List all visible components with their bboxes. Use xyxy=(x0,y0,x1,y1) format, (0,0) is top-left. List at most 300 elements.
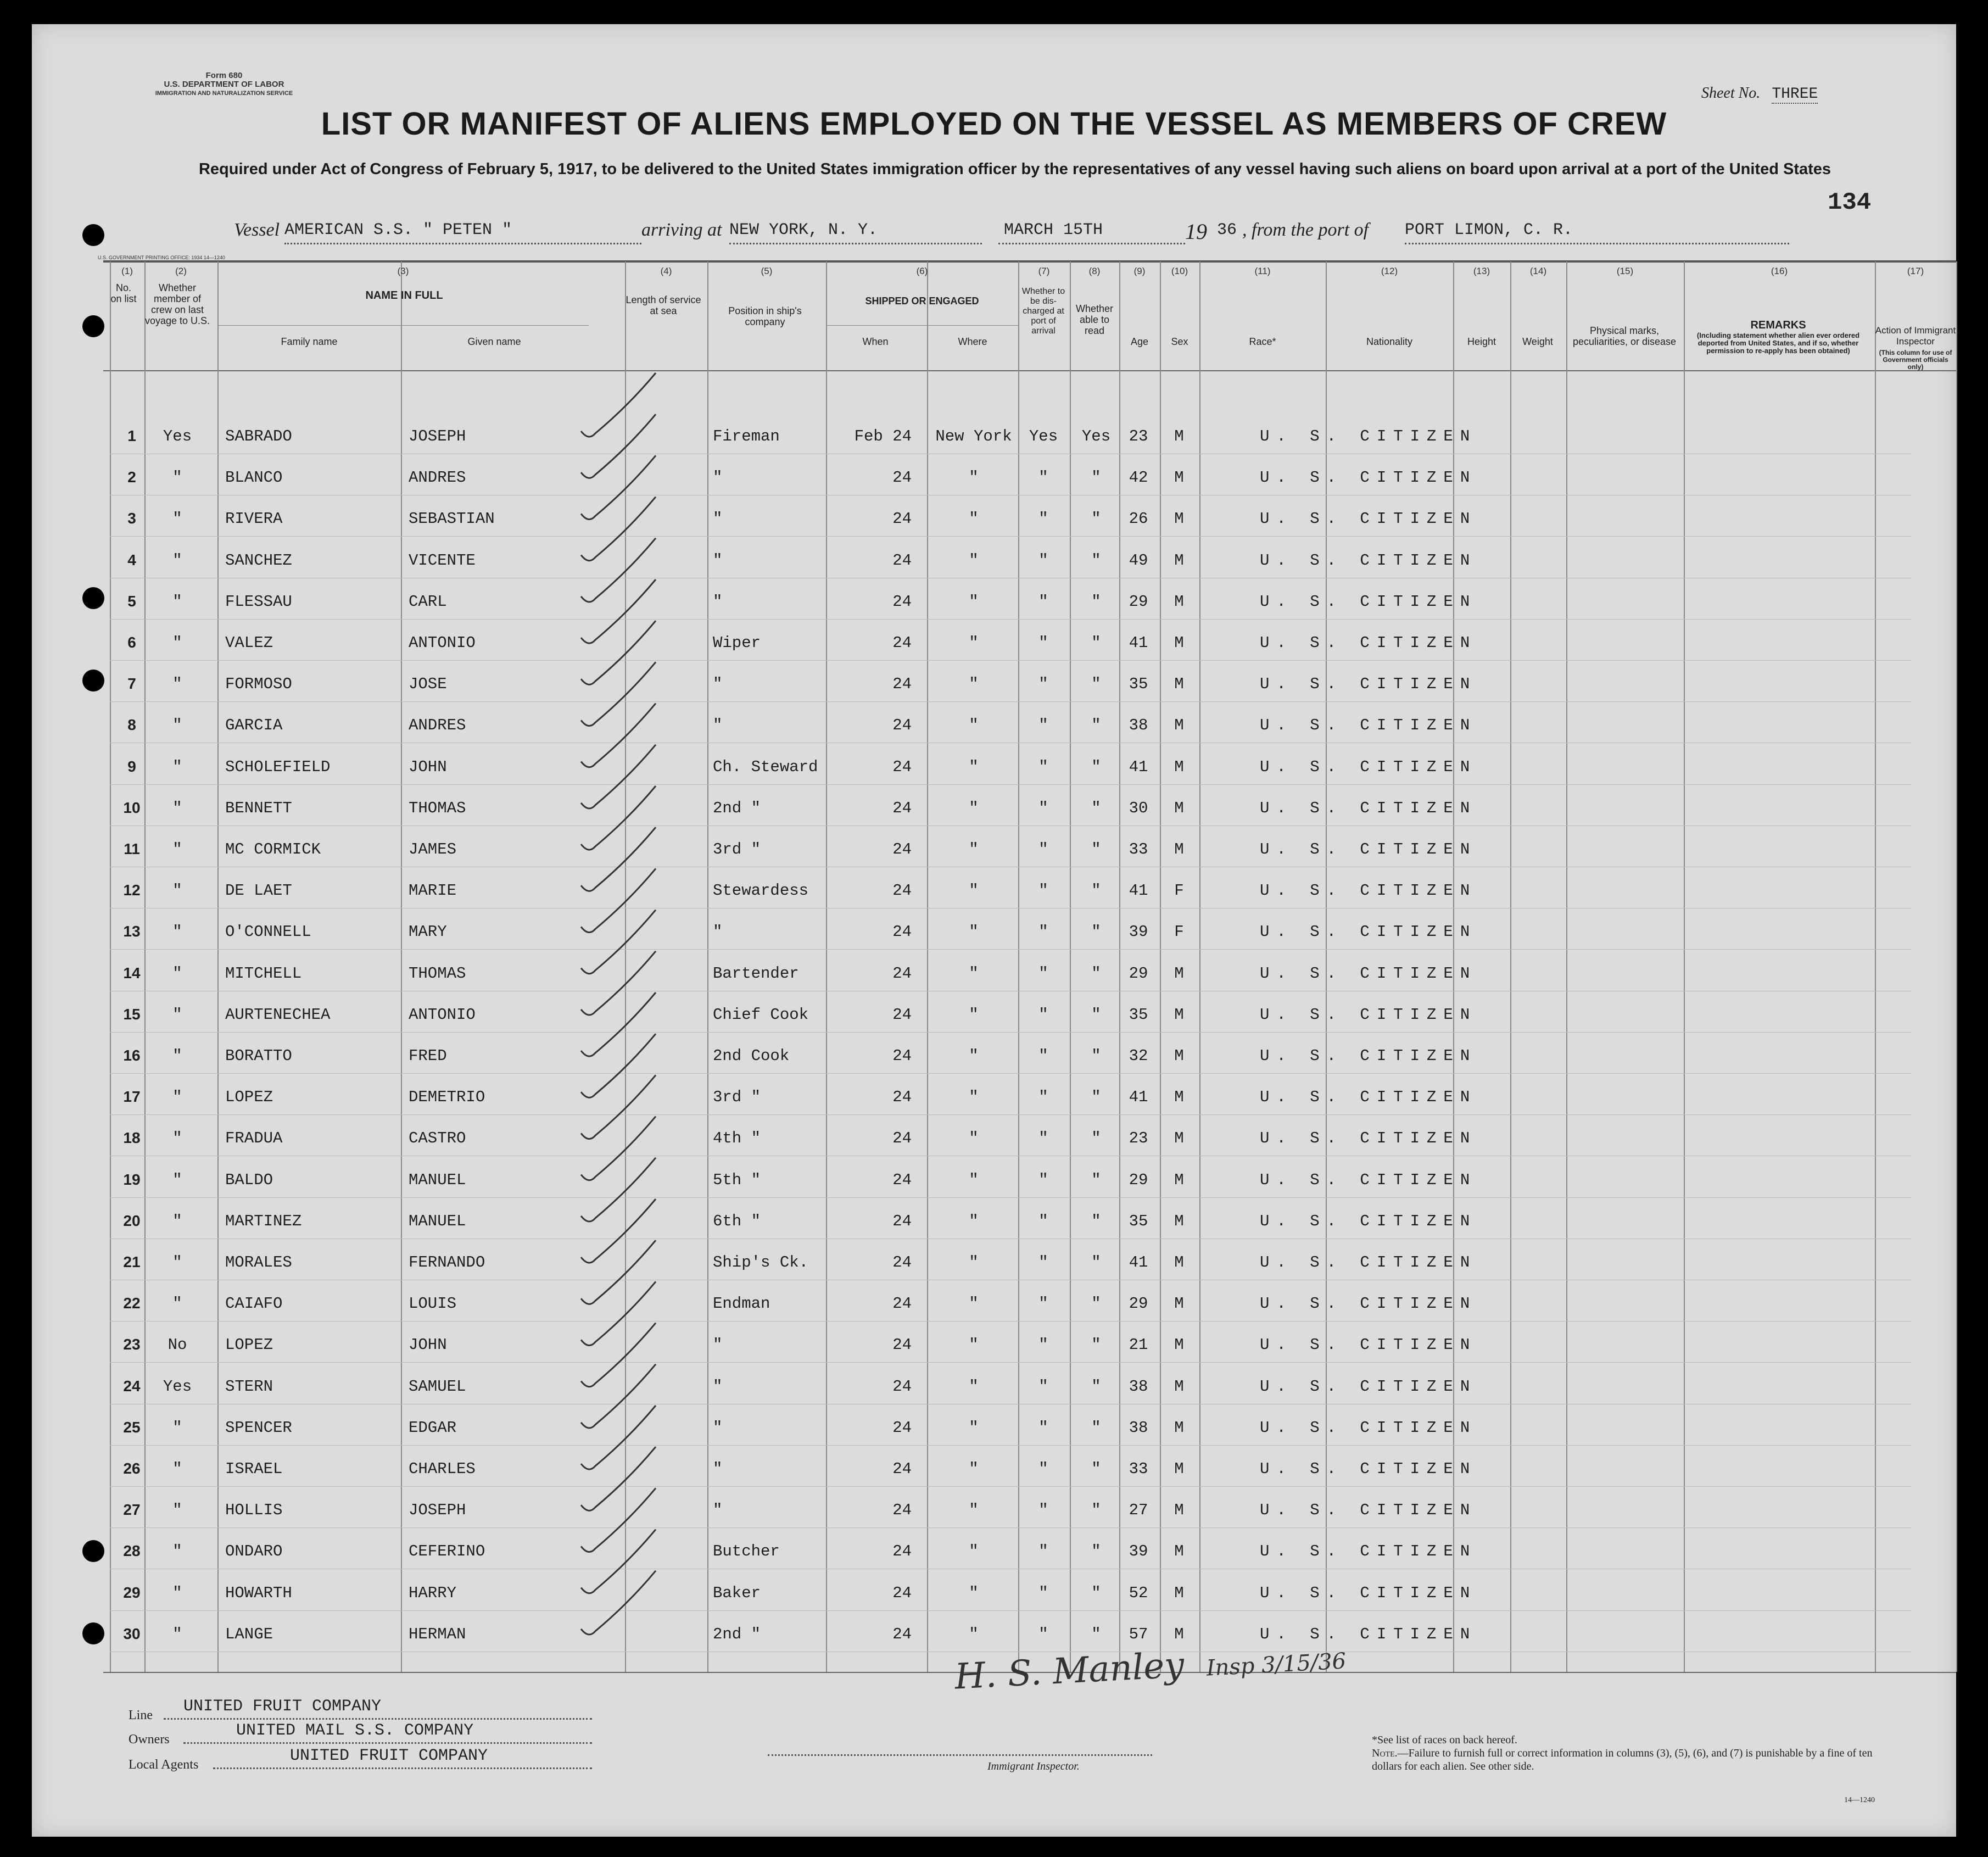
col-header-age: Age xyxy=(1130,336,1149,347)
check-mark xyxy=(581,1571,656,1635)
row-number: 21 xyxy=(123,1253,141,1270)
shipped-when: 24 xyxy=(892,1005,912,1024)
shipped-where: " xyxy=(969,964,979,983)
shipped-where: " xyxy=(969,1460,979,1478)
able-to-read: " xyxy=(1091,1460,1101,1478)
position: 3rd " xyxy=(713,840,761,858)
column-number: (7) xyxy=(1038,266,1050,276)
column-number: (9) xyxy=(1133,266,1146,276)
member-last-voyage: " xyxy=(172,592,182,611)
row-number: 2 xyxy=(127,469,136,486)
discharged: " xyxy=(1038,1460,1048,1478)
sex: M xyxy=(1174,1129,1184,1148)
family-name: RIVERA xyxy=(225,510,283,528)
citizenship-status: U. S. CITIZEN xyxy=(1260,923,1477,941)
sex: M xyxy=(1174,1170,1184,1189)
age: 33 xyxy=(1129,1460,1148,1478)
able-to-read: " xyxy=(1091,716,1101,735)
discharged: " xyxy=(1038,592,1048,611)
shipped-when: 24 xyxy=(892,469,912,487)
position: " xyxy=(713,923,723,941)
row-number: 6 xyxy=(127,634,136,651)
position: 2nd Cook xyxy=(713,1047,790,1065)
age: 23 xyxy=(1129,1129,1148,1148)
vessel-label: Vessel xyxy=(234,220,280,240)
member-last-voyage: " xyxy=(172,799,182,817)
citizenship-status: U. S. CITIZEN xyxy=(1260,1047,1477,1065)
position: Ship's Ck. xyxy=(713,1253,809,1272)
citizenship-status: U. S. CITIZEN xyxy=(1260,716,1477,735)
member-last-voyage: Yes xyxy=(163,427,192,445)
col-header-able-to-read: Whether able to read xyxy=(1075,303,1114,336)
discharged: " xyxy=(1038,634,1048,652)
able-to-read: " xyxy=(1091,1583,1101,1602)
shipped-when: 24 xyxy=(892,1336,912,1354)
row-number: 20 xyxy=(123,1212,141,1229)
row-number: 30 xyxy=(123,1625,141,1642)
column-number: (5) xyxy=(761,266,773,276)
able-to-read: " xyxy=(1091,964,1101,983)
given-name: HERMAN xyxy=(409,1625,466,1643)
page-title: LIST OR MANIFEST OF ALIENS EMPLOYED ON THE VESSEL AS MEMBERS OF CREW xyxy=(321,106,1667,142)
given-name: CARL xyxy=(409,592,447,611)
age: 38 xyxy=(1129,716,1148,735)
arrival-date: MARCH 15TH xyxy=(1004,221,1103,239)
sex: M xyxy=(1174,1005,1184,1024)
shipped-when: 24 xyxy=(892,1542,912,1561)
col-header-when: When xyxy=(862,336,889,347)
shipped-where: " xyxy=(969,1583,979,1602)
given-name: ANDRES xyxy=(409,716,466,735)
given-name: CASTRO xyxy=(409,1129,466,1148)
family-name: BORATTO xyxy=(225,1047,292,1065)
discharged: " xyxy=(1038,1212,1048,1230)
shipped-where: " xyxy=(969,469,979,487)
citizenship-status: U. S. CITIZEN xyxy=(1260,1377,1477,1396)
citizenship-status: U. S. CITIZEN xyxy=(1260,1212,1477,1230)
position: Endman xyxy=(713,1295,770,1313)
position: " xyxy=(713,469,723,487)
column-number: (11) xyxy=(1254,266,1271,276)
given-name: ANDRES xyxy=(409,469,466,487)
member-last-voyage: " xyxy=(172,1625,182,1643)
row-number: 26 xyxy=(123,1460,141,1477)
given-name: CEFERINO xyxy=(409,1542,485,1561)
row-number: 19 xyxy=(123,1170,141,1188)
given-name: THOMAS xyxy=(409,799,466,817)
shipped-where: " xyxy=(969,757,979,776)
citizenship-status: U. S. CITIZEN xyxy=(1260,1460,1477,1478)
family-name: MORALES xyxy=(225,1253,292,1272)
member-last-voyage: " xyxy=(172,1418,182,1437)
member-last-voyage: " xyxy=(172,675,182,694)
sex: M xyxy=(1174,1088,1184,1107)
position: " xyxy=(713,1377,723,1396)
citizenship-status: U. S. CITIZEN xyxy=(1260,1129,1477,1148)
member-last-voyage: " xyxy=(172,1005,182,1024)
position: " xyxy=(713,1418,723,1437)
shipped-where: " xyxy=(969,675,979,694)
shipped-where: " xyxy=(969,1336,979,1354)
given-name: JOSEPH xyxy=(409,1501,466,1520)
given-name: JOHN xyxy=(409,757,447,776)
shipped-when: 24 xyxy=(892,1170,912,1189)
arriving-label: arriving at xyxy=(641,220,722,240)
sex: M xyxy=(1174,1460,1184,1478)
given-name: SAMUEL xyxy=(409,1377,466,1396)
col-header-member: Whether member of crew on last voyage to U.S. xyxy=(144,282,210,326)
age: 30 xyxy=(1129,799,1148,817)
able-to-read: " xyxy=(1091,1253,1101,1272)
col-header-height: Height xyxy=(1467,336,1496,347)
shipped-when: 24 xyxy=(892,675,912,694)
shipped-where: " xyxy=(969,840,979,858)
sex: M xyxy=(1174,634,1184,652)
family-name: MITCHELL xyxy=(225,964,302,983)
able-to-read: " xyxy=(1091,799,1101,817)
age: 41 xyxy=(1129,634,1148,652)
discharged: " xyxy=(1038,1542,1048,1561)
discharged: " xyxy=(1038,551,1048,570)
family-name: BALDO xyxy=(225,1170,273,1189)
sex: M xyxy=(1174,1542,1184,1561)
age: 41 xyxy=(1129,1253,1148,1272)
age: 29 xyxy=(1129,592,1148,611)
citizenship-status: U. S. CITIZEN xyxy=(1260,1170,1477,1189)
shipped-where: " xyxy=(969,1170,979,1189)
discharged: " xyxy=(1038,840,1048,858)
citizenship-status: U. S. CITIZEN xyxy=(1260,427,1477,445)
sex: M xyxy=(1174,1336,1184,1354)
agents-label: Local Agents xyxy=(129,1758,199,1772)
shipped-when: 24 xyxy=(892,1212,912,1230)
department-name: U.S. DEPARTMENT OF LABOR xyxy=(164,80,284,89)
position: 2nd " xyxy=(713,1625,761,1643)
member-last-voyage: " xyxy=(172,923,182,941)
shipped-when: 24 xyxy=(892,1377,912,1396)
age: 27 xyxy=(1129,1501,1148,1520)
departure-port: PORT LIMON, C. R. xyxy=(1405,221,1573,239)
shipped-when: 24 xyxy=(892,1460,912,1478)
shipped-when: 24 xyxy=(892,882,912,900)
shipped-when: 24 xyxy=(892,1047,912,1065)
arriving-port: NEW YORK, N. Y. xyxy=(729,221,878,239)
arrival-year: 36 xyxy=(1217,221,1237,239)
col-header-nationality: Nationality xyxy=(1366,336,1413,347)
from-port-label: , from the port of xyxy=(1242,220,1369,240)
position: 2nd " xyxy=(713,799,761,817)
citizenship-status: U. S. CITIZEN xyxy=(1260,882,1477,900)
citizenship-status: U. S. CITIZEN xyxy=(1260,1418,1477,1437)
given-name: MANUEL xyxy=(409,1212,466,1230)
age: 52 xyxy=(1129,1583,1148,1602)
col-header-sex: Sex xyxy=(1171,336,1188,347)
member-last-voyage: " xyxy=(172,1583,182,1602)
given-name: MARIE xyxy=(409,882,457,900)
shipped-where: " xyxy=(969,1253,979,1272)
row-number: 22 xyxy=(123,1295,141,1312)
shipped-when: 24 xyxy=(892,923,912,941)
col-header-race: Race* xyxy=(1249,336,1276,347)
line-label: Line xyxy=(129,1708,153,1722)
owners-label: Owners xyxy=(129,1732,170,1747)
shipped-when: 24 xyxy=(892,799,912,817)
position: 3rd " xyxy=(713,1088,761,1107)
discharged: " xyxy=(1038,1005,1048,1024)
column-number: (12) xyxy=(1381,266,1398,276)
able-to-read: " xyxy=(1091,923,1101,941)
member-last-voyage: " xyxy=(172,716,182,735)
row-number: 17 xyxy=(123,1088,141,1106)
column-number: (14) xyxy=(1529,266,1547,276)
age: 35 xyxy=(1129,675,1148,694)
given-name: JOSE xyxy=(409,675,447,694)
check-marks xyxy=(32,24,1956,1837)
citizenship-status: U. S. CITIZEN xyxy=(1260,510,1477,528)
col-header-name-in-full: NAME IN FULL xyxy=(365,289,443,302)
sheet-value: THREE xyxy=(1772,86,1818,103)
member-last-voyage: " xyxy=(172,1088,182,1107)
shipped-where: " xyxy=(969,1377,979,1396)
row-number: 1 xyxy=(127,427,136,444)
position: 5th " xyxy=(713,1170,761,1189)
age: 39 xyxy=(1129,923,1148,941)
fine-note xyxy=(1372,1747,1888,1773)
sex: M xyxy=(1174,1418,1184,1437)
member-last-voyage: " xyxy=(172,1170,182,1189)
member-last-voyage: " xyxy=(172,757,182,776)
shipped-where: " xyxy=(969,1047,979,1065)
position: " xyxy=(713,510,723,528)
inspector-label: Immigrant Inspector. xyxy=(987,1760,1080,1772)
citizenship-status: U. S. CITIZEN xyxy=(1260,1336,1477,1354)
sex: M xyxy=(1174,1295,1184,1313)
discharged: " xyxy=(1038,1295,1048,1313)
discharged: " xyxy=(1038,469,1048,487)
shipped-where: " xyxy=(969,1418,979,1437)
able-to-read: " xyxy=(1091,1129,1101,1148)
sex: M xyxy=(1174,1583,1184,1602)
member-last-voyage: " xyxy=(172,1047,182,1065)
able-to-read: " xyxy=(1091,1336,1101,1354)
able-to-read: " xyxy=(1091,1088,1101,1107)
family-name: SPENCER xyxy=(225,1418,292,1437)
age: 33 xyxy=(1129,840,1148,858)
citizenship-status: U. S. CITIZEN xyxy=(1260,799,1477,817)
discharged: " xyxy=(1038,1336,1048,1354)
sex: M xyxy=(1174,1212,1184,1230)
sex: M xyxy=(1174,840,1184,858)
shipped-where: " xyxy=(969,1501,979,1520)
row-number: 16 xyxy=(123,1047,141,1064)
shipped-when: 24 xyxy=(892,716,912,735)
sex: M xyxy=(1174,551,1184,570)
col-header-action-note: (This column for use of Government officials only) xyxy=(1879,349,1952,371)
column-number: (10) xyxy=(1171,266,1188,276)
col-header-weight: Weight xyxy=(1522,336,1553,347)
age: 35 xyxy=(1129,1212,1148,1230)
given-name: CHARLES xyxy=(409,1460,476,1478)
shipped-where: " xyxy=(969,1542,979,1561)
family-name: DE LAET xyxy=(225,882,292,900)
family-name: SANCHEZ xyxy=(225,551,292,570)
col-header-action: Action of Immigrant Inspector xyxy=(1875,325,1956,347)
shipped-where: " xyxy=(969,1625,979,1643)
sex: F xyxy=(1174,882,1184,900)
col-header-no: No. on list xyxy=(110,282,137,304)
able-to-read: " xyxy=(1091,1377,1101,1396)
page-subtitle: Required under Act of Congress of February 5, 1917, to be delivered to the United States immigration officer by the representatives of any vessel having such aliens on board upon arrival at a port of the United States xyxy=(198,160,1831,178)
age: 41 xyxy=(1129,757,1148,776)
member-last-voyage: " xyxy=(172,882,182,900)
family-name: ISRAEL xyxy=(225,1460,283,1478)
service-name: IMMIGRATION AND NATURALIZATION SERVICE xyxy=(155,90,293,97)
family-name: SCHOLEFIELD xyxy=(225,757,331,776)
discharged: " xyxy=(1038,964,1048,983)
shipped-when: 24 xyxy=(892,634,912,652)
shipped-where: New York xyxy=(935,427,1012,445)
member-last-voyage: " xyxy=(172,1212,182,1230)
age: 49 xyxy=(1129,551,1148,570)
col-header-position: Position in ship's company xyxy=(728,305,802,327)
able-to-read: " xyxy=(1091,510,1101,528)
member-last-voyage: " xyxy=(172,840,182,858)
age: 21 xyxy=(1129,1336,1148,1354)
family-name: FORMOSO xyxy=(225,675,292,694)
able-to-read: " xyxy=(1091,592,1101,611)
member-last-voyage: Yes xyxy=(163,1377,192,1396)
discharged: Yes xyxy=(1029,427,1058,445)
member-last-voyage: " xyxy=(172,1129,182,1148)
shipped-when: 24 xyxy=(892,757,912,776)
row-number: 28 xyxy=(123,1542,141,1560)
shipped-when: 24 xyxy=(892,510,912,528)
signature-name: H. S. Manley xyxy=(953,1644,1186,1698)
shipped-when: 24 xyxy=(892,1253,912,1272)
shipped-where: " xyxy=(969,923,979,941)
age: 39 xyxy=(1129,1542,1148,1561)
shipped-where: " xyxy=(969,1088,979,1107)
discharged: " xyxy=(1038,675,1048,694)
family-name: ONDARO xyxy=(225,1542,283,1561)
column-number: (15) xyxy=(1616,266,1634,276)
position: Baker xyxy=(713,1583,761,1602)
discharged: " xyxy=(1038,510,1048,528)
printing-note: U.S. GOVERNMENT PRINTING OFFICE: 1934 14—1240 xyxy=(98,255,225,260)
family-name: O'CONNELL xyxy=(225,923,311,941)
shipped-where: " xyxy=(969,551,979,570)
given-name: FERNANDO xyxy=(409,1253,485,1272)
column-divider xyxy=(1956,261,1957,1672)
col-header-remarks: REMARKS xyxy=(1750,319,1806,331)
age: 42 xyxy=(1129,469,1148,487)
sex: M xyxy=(1174,675,1184,694)
year-prefix: 19 xyxy=(1185,219,1207,244)
discharged: " xyxy=(1038,1170,1048,1189)
citizenship-status: U. S. CITIZEN xyxy=(1260,1253,1477,1272)
able-to-read: " xyxy=(1091,1047,1101,1065)
note-label: Note. xyxy=(1372,1747,1398,1759)
sex: F xyxy=(1174,923,1184,941)
row-number: 15 xyxy=(123,1005,141,1023)
agents-value: UNITED FRUIT COMPANY xyxy=(290,1747,488,1765)
family-name: BENNETT xyxy=(225,799,292,817)
position: Chief Cook xyxy=(713,1005,809,1024)
shipped-when: 24 xyxy=(892,1088,912,1107)
family-name: HOLLIS xyxy=(225,1501,283,1520)
citizenship-status: U. S. CITIZEN xyxy=(1260,469,1477,487)
position: " xyxy=(713,551,723,570)
footer-code: 14—1240 xyxy=(1844,1796,1875,1804)
able-to-read: " xyxy=(1091,675,1101,694)
shipped-when: 24 xyxy=(892,840,912,858)
member-last-voyage: " xyxy=(172,634,182,652)
age: 26 xyxy=(1129,510,1148,528)
family-name: LOPEZ xyxy=(225,1088,273,1107)
given-name: DEMETRIO xyxy=(409,1088,485,1107)
column-number: (13) xyxy=(1473,266,1490,276)
page-stamp-number: 134 xyxy=(1828,189,1872,216)
given-name: VICENTE xyxy=(409,551,476,570)
able-to-read: " xyxy=(1091,840,1101,858)
race-note: *See list of races on back hereof. xyxy=(1372,1734,1517,1746)
member-last-voyage: " xyxy=(172,964,182,983)
citizenship-status: U. S. CITIZEN xyxy=(1260,1542,1477,1561)
row-number: 18 xyxy=(123,1129,141,1147)
shipped-when: 24 xyxy=(892,1501,912,1520)
able-to-read: " xyxy=(1091,1542,1101,1561)
able-to-read: " xyxy=(1091,882,1101,900)
citizenship-status: U. S. CITIZEN xyxy=(1260,1583,1477,1602)
member-last-voyage: " xyxy=(172,469,182,487)
family-name: MARTINEZ xyxy=(225,1212,302,1230)
able-to-read: " xyxy=(1091,757,1101,776)
position: " xyxy=(713,1501,723,1520)
family-name: FRADUA xyxy=(225,1129,283,1148)
given-name: ANTONIO xyxy=(409,634,476,652)
age: 29 xyxy=(1129,1170,1148,1189)
row-number: 7 xyxy=(127,675,136,693)
position: " xyxy=(713,592,723,611)
family-name: MC CORMICK xyxy=(225,840,321,858)
position: Ch. Steward xyxy=(713,757,818,776)
age: 41 xyxy=(1129,1088,1148,1107)
family-name: BLANCO xyxy=(225,469,283,487)
row-number: 10 xyxy=(123,799,141,816)
position: Fireman xyxy=(713,427,780,445)
col-header-given-name: Given name xyxy=(467,336,521,347)
position: Stewardess xyxy=(713,882,809,900)
discharged: " xyxy=(1038,882,1048,900)
row-number: 12 xyxy=(123,882,141,899)
citizenship-status: U. S. CITIZEN xyxy=(1260,757,1477,776)
family-name: STERN xyxy=(225,1377,273,1396)
sex: M xyxy=(1174,1625,1184,1643)
age: 29 xyxy=(1129,964,1148,983)
able-to-read: " xyxy=(1091,469,1101,487)
citizenship-status: U. S. CITIZEN xyxy=(1260,551,1477,570)
column-number: (2) xyxy=(175,266,187,276)
col-header-family-name: Family name xyxy=(281,336,338,347)
citizenship-status: U. S. CITIZEN xyxy=(1260,1295,1477,1313)
able-to-read: " xyxy=(1091,634,1101,652)
manifest-sheet xyxy=(32,24,1956,1837)
shipped-when: Feb 24 xyxy=(854,427,912,445)
sex: M xyxy=(1174,1501,1184,1520)
age: 32 xyxy=(1129,1047,1148,1065)
citizenship-status: U. S. CITIZEN xyxy=(1260,1625,1477,1643)
discharged: " xyxy=(1038,1625,1048,1643)
